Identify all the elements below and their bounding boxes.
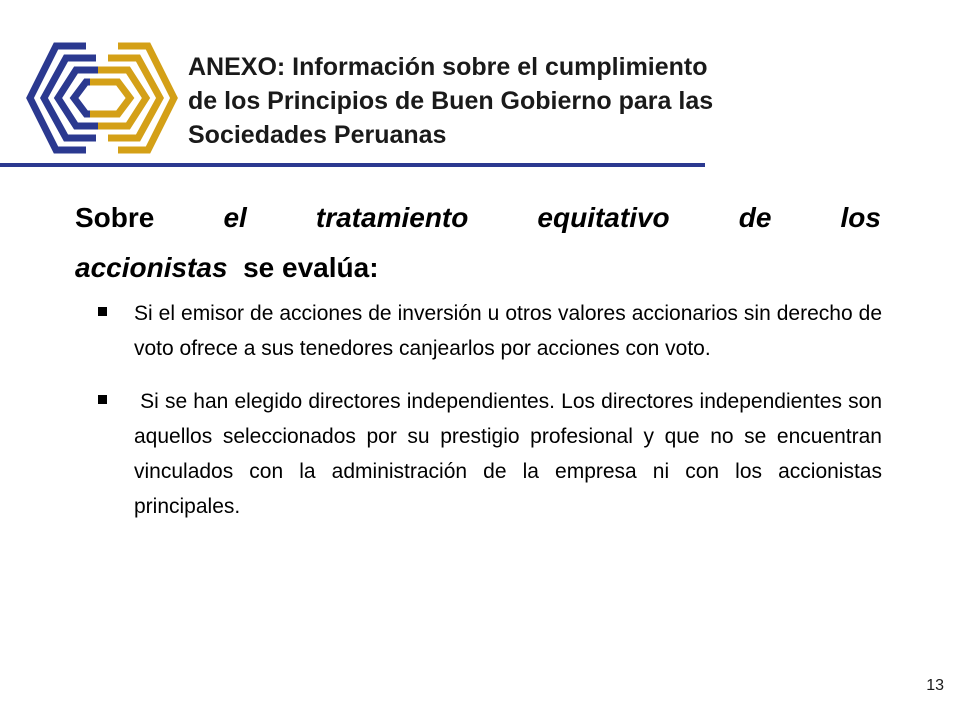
heading-word: el: [223, 202, 247, 233]
title-line-3: Sociedades Peruanas: [188, 121, 447, 149]
title-line-2: de los Principios de Buen Gobierno para las: [188, 87, 714, 115]
square-bullet-icon: [98, 307, 107, 316]
section-heading: [75, 193, 881, 293]
heading-word: equitativo: [537, 202, 670, 233]
heading-word: se evalúa:: [243, 252, 379, 283]
title-line-1: ANEXO: Información sobre el cumplimiento: [188, 53, 708, 81]
header-divider: [0, 163, 705, 167]
bullet-text: Si el emisor de acciones de inversión u otros valores accionarios sin derecho de voto ofrece a sus tenedores canjearlos por acciones con voto.: [134, 302, 882, 360]
bullet-list: [98, 296, 888, 542]
list-item: [98, 296, 882, 366]
bullet-text: Si se han elegido directores independientes. Los directores independientes son aquellos seleccionados por su prestigio profesional y que no se encuentran vinculados con la administración de la empresa ni con los accionistas principales.: [134, 390, 888, 518]
conasev-logo-icon: [26, 40, 178, 156]
heading-word: Sobre: [75, 202, 155, 233]
heading-word: accionistas: [75, 252, 228, 283]
heading-word: los: [840, 202, 881, 233]
heading-word: de: [738, 202, 772, 233]
list-item: [98, 384, 888, 524]
heading-word: tratamiento: [315, 202, 469, 233]
square-bullet-icon: [98, 395, 107, 404]
page-number: 13: [926, 677, 944, 694]
slide-title: [188, 50, 888, 152]
